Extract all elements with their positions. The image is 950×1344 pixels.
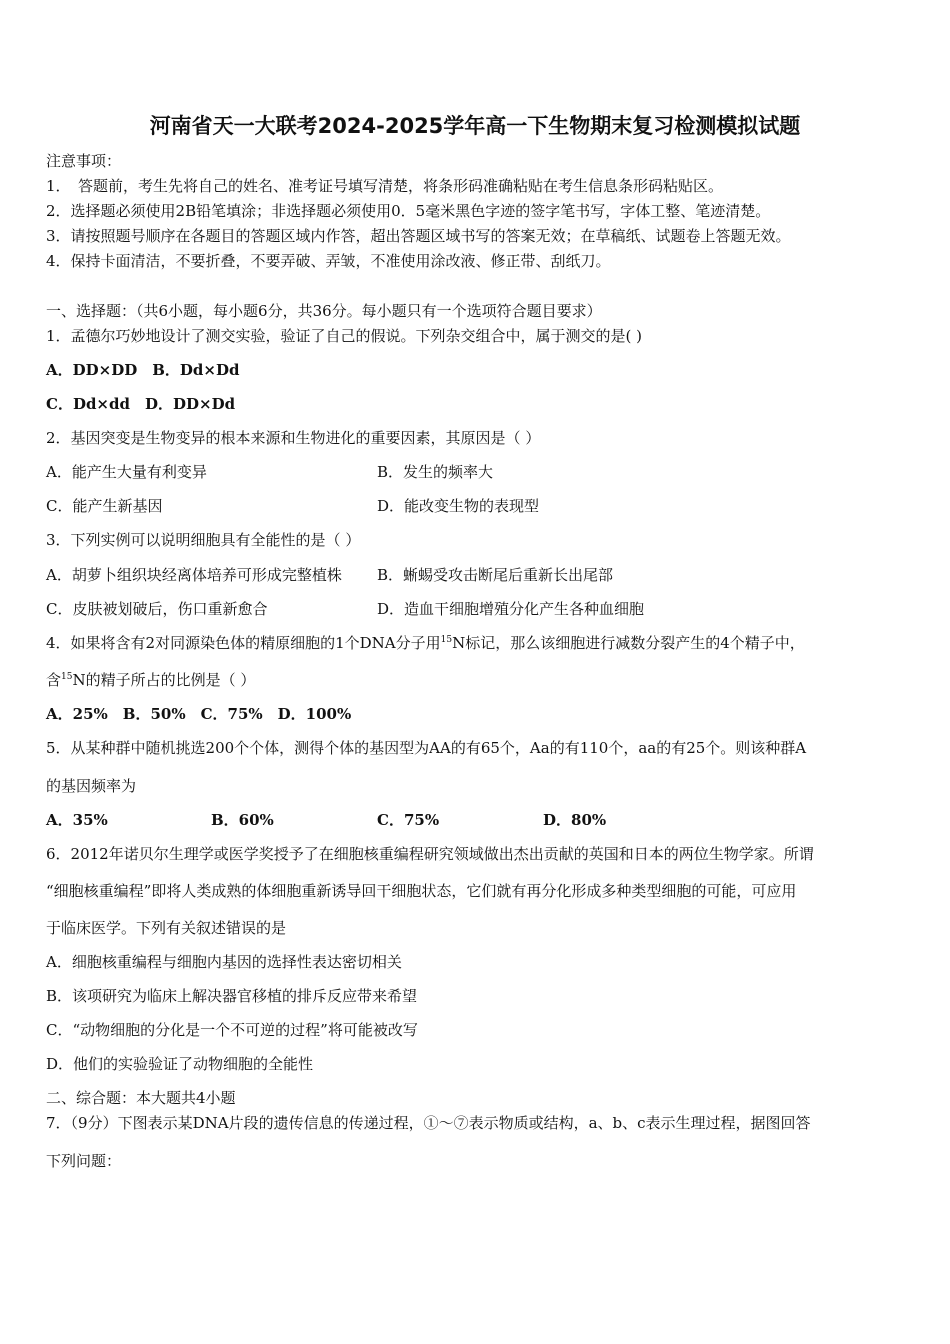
notice-item: 1． 答题前，考生先将自己的姓名、准考证号填写清楚，将条形码准确粘贴在考生信息条形码粘贴区。	[46, 177, 724, 195]
option-c: C．能产生新基因	[46, 497, 163, 515]
stem-text: N的精子所占的比例是（ ）	[72, 671, 256, 689]
notice-item: 3．请按照题号顺序在各题目的答题区域内作答，超出答题区域书写的答案无效；在草稿纸、试题卷上答题无效。	[46, 227, 791, 245]
page-title: 河南省天一大联考2024-2025学年高一下生物期末复习检测模拟试题	[149, 114, 801, 138]
option-c: C．“动物细胞的分化是一个不可逆的过程”将可能被改写	[46, 1021, 418, 1039]
question-stem	[46, 633, 805, 653]
option-b: B．蜥蜴受攻击断尾后重新长出尾部	[377, 566, 614, 584]
option-d: D．80%	[543, 811, 607, 829]
question-stem: 6．2012年诺贝尔生理学或医学奖授予了在细胞核重编程研究领域做出杰出贡献的英国和日本的两位生物学家。所谓	[46, 845, 814, 863]
question-stem: 的基因频率为	[46, 777, 137, 795]
option-a: A．胡萝卜组织块经离体培养可形成完整植株	[46, 566, 342, 584]
notice-item: 4．保持卡面清洁，不要折叠，不要弄破、弄皱，不准使用涂改液、修正带、刮纸刀。	[46, 252, 611, 270]
question-stem: 5．从某种群中随机挑选200个个体，测得个体的基因型为AA的有65个，Aa的有110个，aa的有25个。则该种群A	[46, 739, 807, 757]
option-d: D．能改变生物的表现型	[377, 497, 540, 515]
option-b: B．发生的频率大	[377, 463, 494, 481]
stem-text: N标记，那么该细胞进行减数分裂产生的4个精子中，	[452, 634, 805, 652]
isotope-superscript: 15	[61, 672, 73, 682]
stem-text: 含	[46, 671, 62, 689]
question-options: A．DD×DD B．Dd×Dd	[46, 361, 240, 379]
option-a: A．35%	[46, 811, 108, 829]
section-heading: 一、选择题：（共6小题，每小题6分，共36分。每小题只有一个选项符合题目要求）	[46, 302, 602, 320]
question-stem: 7．（9分）下图表示某DNA片段的遗传信息的传递过程，①～⑦表示物质或结构，a、b、c表示生理过程，据图回答	[46, 1114, 811, 1132]
notice-heading: 注意事项：	[46, 152, 122, 170]
question-stem	[46, 670, 255, 690]
option-b: B．该项研究为临床上解决器官移植的排斥反应带来希望	[46, 987, 418, 1005]
question-options: A．25% B．50% C．75% D．100%	[46, 705, 352, 723]
stem-text: 4．如果将含有2对同源染色体的精原细胞的1个DNA分子用	[46, 634, 441, 652]
option-c: C．皮肤被划破后，伤口重新愈合	[46, 600, 268, 618]
question-options: C．Dd×dd D．DD×Dd	[46, 395, 236, 413]
option-a: A．能产生大量有利变异	[46, 463, 207, 481]
question-stem: 2．基因突变是生物变异的根本来源和生物进化的重要因素，其原因是（ ）	[46, 429, 541, 447]
section-heading: 二、综合题：本大题共4小题	[46, 1089, 236, 1107]
question-stem: 3．下列实例可以说明细胞具有全能性的是（ ）	[46, 531, 361, 549]
isotope-superscript: 15	[440, 635, 453, 645]
option-b: B．60%	[211, 811, 274, 829]
question-stem: 于临床医学。下列有关叙述错误的是	[46, 919, 287, 937]
option-c: C．75%	[377, 811, 440, 829]
option-d: D．他们的实验验证了动物细胞的全能性	[46, 1055, 314, 1073]
option-d: D．造血干细胞增殖分化产生各种血细胞	[377, 600, 645, 618]
question-stem: 下列问题：	[46, 1152, 122, 1170]
question-stem: “细胞核重编程”即将人类成熟的体细胞重新诱导回干细胞状态，它们就有再分化形成多种类型细胞的可能，可应用	[46, 882, 797, 900]
question-stem: 1．孟德尔巧妙地设计了测交实验，验证了自己的假说。下列杂交组合中，属于测交的是( )	[46, 327, 643, 345]
notice-item: 2．选择题必须使用2B铅笔填涂；非选择题必须使用0．5毫米黑色字迹的签字笔书写，字体工整、笔迹清楚。	[46, 202, 771, 220]
option-a: A．细胞核重编程与细胞内基因的选择性表达密切相关	[46, 953, 402, 971]
